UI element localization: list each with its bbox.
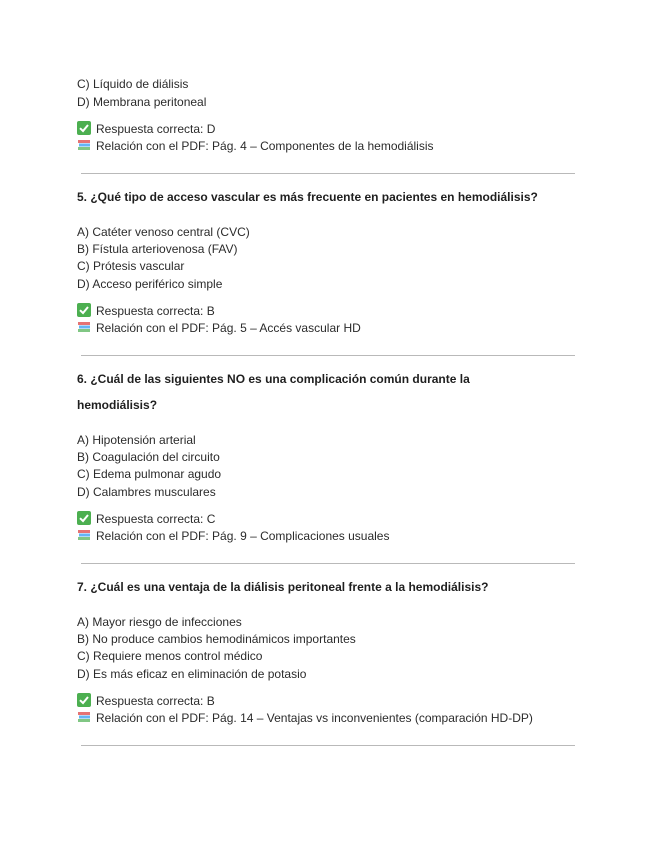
- option-a: A) Mayor riesgo de infecciones: [77, 615, 242, 629]
- check-mark-icon: [77, 121, 91, 135]
- books-icon: [77, 710, 91, 724]
- check-mark-icon: [77, 303, 91, 317]
- option-c: C) Prótesis vascular: [77, 259, 185, 273]
- answer-text: Respuesta correcta: D: [96, 122, 216, 136]
- answer-text: Respuesta correcta: B: [96, 304, 215, 318]
- relation-line: [77, 528, 389, 543]
- option-d: D) Calambres musculares: [77, 485, 216, 499]
- answer-text: Respuesta correcta: C: [96, 512, 216, 526]
- option-b: B) No produce cambios hemodinámicos importantes: [77, 632, 356, 646]
- answer-text: Respuesta correcta: B: [96, 694, 215, 708]
- relation-line: [77, 710, 533, 725]
- question-6-title-line1: 6. ¿Cuál de las siguientes NO es una complicación común durante la: [77, 372, 470, 386]
- option-a: A) Hipotensión arterial: [77, 433, 196, 447]
- option-d: D) Membrana peritoneal: [77, 95, 207, 109]
- option-b: B) Fístula arteriovenosa (FAV): [77, 242, 238, 256]
- relation-line: [77, 138, 434, 153]
- check-mark-icon: [77, 511, 91, 525]
- question-6-title-line2: hemodiálisis?: [77, 398, 158, 412]
- question-7-title: 7. ¿Cuál es una ventaja de la diálisis peritoneal frente a la hemodiálisis?: [77, 580, 489, 594]
- divider: [81, 563, 575, 564]
- option-b: B) Coagulación del circuito: [77, 450, 220, 464]
- divider: [81, 355, 575, 356]
- answer-line: [77, 121, 215, 136]
- answer-line: [77, 693, 215, 708]
- question-5-title: 5. ¿Qué tipo de acceso vascular es más frecuente en pacientes en hemodiálisis?: [77, 190, 538, 204]
- answer-line: [77, 511, 215, 526]
- option-d: D) Acceso periférico simple: [77, 277, 223, 291]
- option-c: C) Líquido de diálisis: [77, 77, 189, 91]
- books-icon: [77, 320, 91, 334]
- relation-text: Relación con el PDF: Pág. 4 – Componentes de la hemodiálisis: [96, 139, 434, 153]
- relation-text: Relación con el PDF: Pág. 5 – Accés vascular HD: [96, 321, 361, 335]
- option-c: C) Requiere menos control médico: [77, 649, 263, 663]
- relation-text: Relación con el PDF: Pág. 9 – Complicaciones usuales: [96, 529, 390, 543]
- option-a: A) Catéter venoso central (CVC): [77, 225, 250, 239]
- check-mark-icon: [77, 693, 91, 707]
- relation-line: [77, 320, 361, 335]
- divider: [81, 173, 575, 174]
- relation-text: Relación con el PDF: Pág. 14 – Ventajas vs inconvenientes (comparación HD-DP): [96, 711, 533, 725]
- option-d: D) Es más eficaz en eliminación de potasio: [77, 667, 307, 681]
- books-icon: [77, 528, 91, 542]
- option-c: C) Edema pulmonar agudo: [77, 467, 222, 481]
- divider: [81, 745, 575, 746]
- answer-line: [77, 303, 215, 318]
- books-icon: [77, 138, 91, 152]
